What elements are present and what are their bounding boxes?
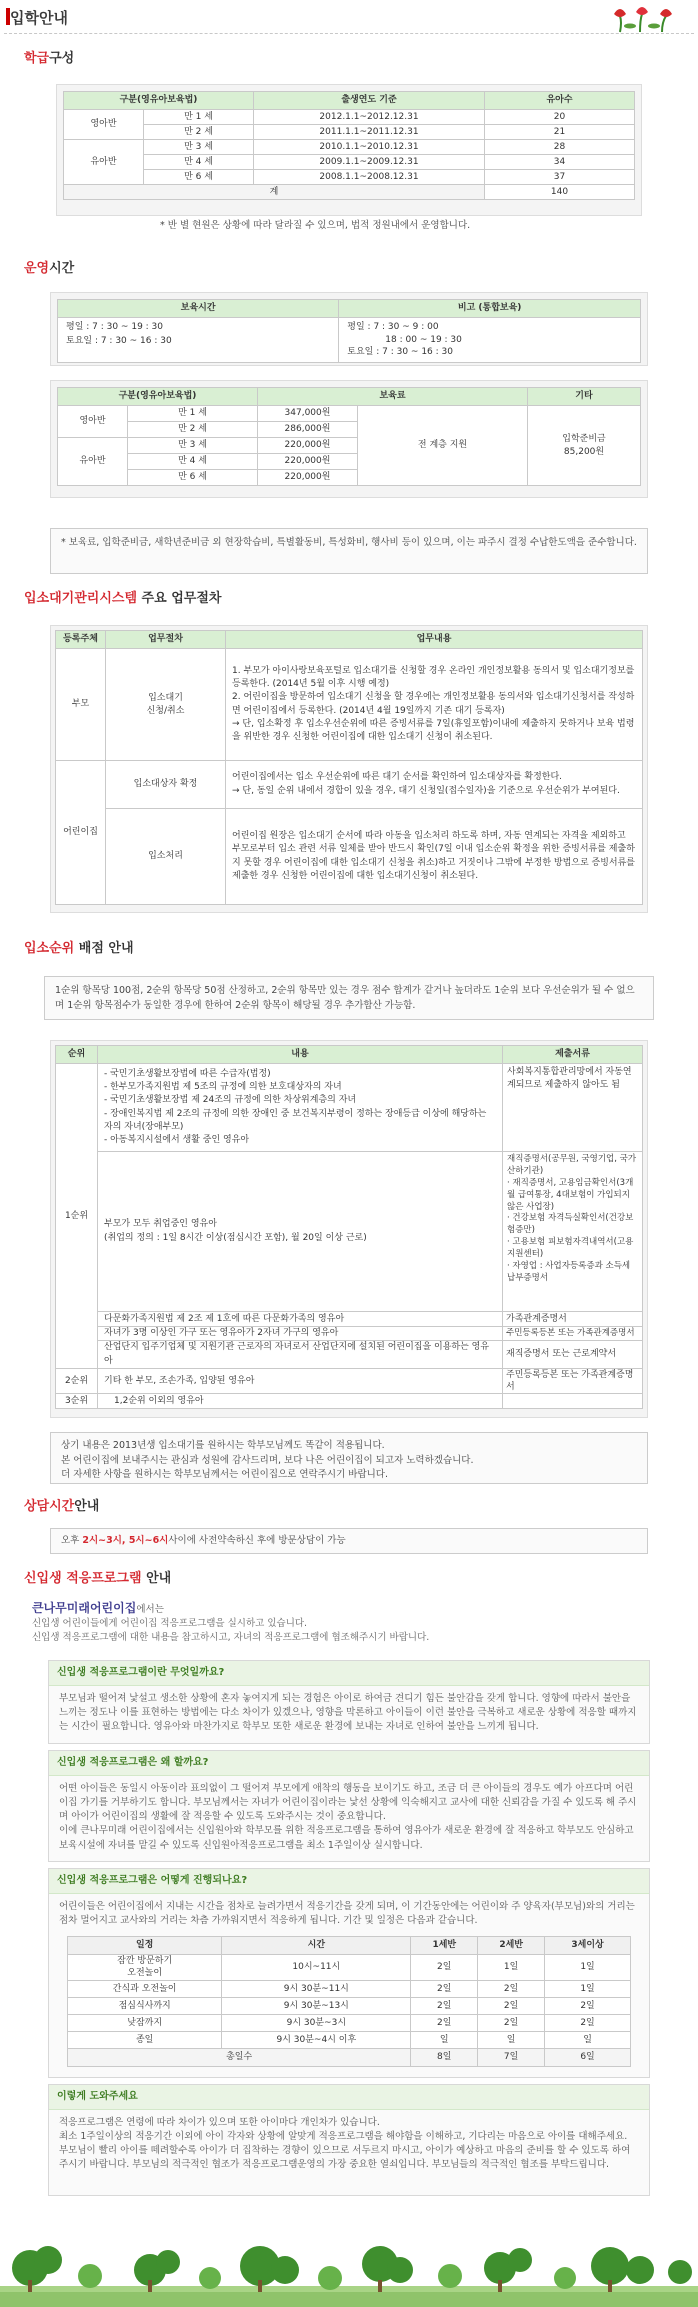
intro-line: 신입생 적응프로그램에 대한 내용을 참고하시고, 자녀의 적응프로그램에 협조해주시기 바랍니다. — [32, 1632, 430, 1644]
schedule-cell: 10시~11시 — [222, 1955, 411, 1981]
schedule-cell: 2일 — [411, 1998, 478, 2015]
class-table-box — [56, 84, 642, 216]
priority-rank: 2순위 — [56, 1369, 98, 1394]
fee-cell: 347,000원 — [258, 406, 358, 422]
schedule-cell: 일 — [478, 2032, 545, 2049]
schedule-cell: 2일 — [478, 1981, 545, 1998]
schedule-header: 일정 — [68, 1937, 222, 1955]
process-table — [55, 630, 643, 905]
hours-saturday: 토요일 : 7 : 30 ~ 16 : 30 — [66, 335, 172, 346]
fee-cell: 286,000원 — [258, 422, 358, 438]
schedule-cell: 2일 — [411, 1955, 478, 1981]
fee-header-etc: 기타 — [528, 388, 641, 406]
class-cell: 2011.1.1~2011.12.31 — [254, 125, 485, 140]
class-cell: 2009.1.1~2009.12.31 — [254, 155, 485, 170]
process-header-who: 등록주체 — [56, 631, 106, 649]
priority-content: 1,2순위 이외의 영유아 — [98, 1394, 503, 1409]
program-q4 — [48, 2084, 650, 2196]
priority-docs: 주민등록등본 또는 가족관계증명서 — [503, 1369, 643, 1394]
priority-content: 다문화가족지원법 제 2조 제 1호에 따른 다문화가족의 영유아 — [98, 1312, 503, 1327]
class-header-count: 유아수 — [485, 92, 635, 110]
priority-docs: 사회복지통합관리망에서 자동연계되므로 제출하지 않아도 됨 — [503, 1064, 643, 1152]
priority-rank: 3순위 — [56, 1394, 98, 1409]
program-q1-body: 부모님과 떨어져 낯설고 생소한 상황에 혼자 놓여지게 되는 경험은 아이로 하여금 견디기 힘든 불안감을 갖게 합니다. 영향에 따라서 불안을 느끼는 정도나 이를 표현하는 방법에는 다소 차이가 있겠으나, 영향을 막론하고 아이들이 이런 불안을 극복하고 새로운 상황에 적응할 때까지는 시간이 필요합니다. 영유아와 마찬가지로 학부모 또한 새로운 환경에 보내는 자녀로 인하여 불안을 느끼게 됩니다. — [59, 1692, 637, 1732]
schedule-header: 2세반 — [478, 1937, 545, 1955]
intro-suffix: 에서는 — [136, 1604, 164, 1615]
fee-group-child: 유아반 — [58, 438, 128, 486]
section-title-system: 입소대기관리시스템 주요 업무절차 — [24, 591, 222, 606]
priority-header-content: 내용 — [98, 1046, 503, 1064]
tulip-flowers-icon — [610, 4, 680, 34]
priority-content: - 국민기초생활보장법에 따른 수급자(법정) - 한부모가족지원법 제 5조의 규정에 의한 보호대상자의 자녀 - 국민기초생활보장법 제 24조의 규정에 의한 차상위계층의 자녀 - 장애인복지법 제 2조의 규정에 의한 장애인 중 보건복지부령이 정하는 장애등급 이상에 해당하는 자의 자녀(장애부모) - 아동복지시설에서 생활 중인 영유아 — [98, 1064, 503, 1152]
hours-table — [57, 299, 641, 363]
process-content: 어린이집에서는 입소 우선순위에 따른 대기 순서를 확인하여 입소대상자를 확정한다. → 단, 동일 순위 내에서 경합이 있을 경우, 대기 신청일(접수일자)을 기준으로 우선순위가 부여된다. — [226, 761, 643, 809]
class-header-birth: 출생연도 기준 — [254, 92, 485, 110]
page-title: 입학안내 — [10, 9, 68, 27]
class-table — [63, 91, 635, 200]
class-cell: 21 — [485, 125, 635, 140]
class-header-type: 구분(영유아보육법) — [64, 92, 254, 110]
fee-cell: 220,000원 — [258, 470, 358, 486]
fee-note-box: * 보육료, 입학준비금, 새학년준비금 외 현장학습비, 특별활동비, 특성화비, 행사비 등이 있으며, 이는 파주시 결정 수납한도액을 준수합니다. — [50, 528, 648, 574]
schedule-cell: 9시 30분~3시 — [222, 2015, 411, 2032]
fee-header-fee: 보육료 — [258, 388, 528, 406]
section-title-program: 신입생 적응프로그램 안내 — [24, 1571, 172, 1586]
schedule-cell: 2일 — [545, 2015, 631, 2032]
process-content: 1. 부모가 아이사랑보육포털로 입소대기를 신청할 경우 온라인 개인정보활용 동의서 및 입소대기정보를 등록한다. (2014년 5월 이후 시행 예정) 2. 어린이집을 방문하여 입소대기 신청을 할 경우에는 개인정보활용 동의서와 입소대기신청서를 작성하면 어린이집에서 등록한다. (2014년 4월 19일까지 기존 대기 등록자) → 단, 입소확정 후 입소우선순위에 따른 증빙서류를 7일(휴일포함)이내에 제출하지 못하거나 보육 법령을 위반한 경우 신청한 어린이집에 대한 입소대기 신청이 취소된다. — [226, 649, 643, 761]
fee-table — [57, 387, 641, 486]
program-q4-title: 이렇게 도와주세요 — [49, 2085, 649, 2110]
program-q2-title: 신입생 적응프로그램은 왜 할까요? — [49, 1751, 649, 1776]
process-header-step: 업무절차 — [106, 631, 226, 649]
consult-pre: 오후 — [61, 1535, 83, 1546]
schedule-cell: 2일 — [478, 1998, 545, 2015]
class-cell: 2008.1.1~2008.12.31 — [254, 170, 485, 185]
schedule-total-label: 총일수 — [68, 2049, 411, 2067]
priority-header-rank: 순위 — [56, 1046, 98, 1064]
hours-header-note: 비고 (통합보육) — [339, 300, 641, 318]
class-cell: 만 2 세 — [144, 125, 254, 140]
consult-post: 사이에 사전약속하신 후에 방문상담이 가능 — [168, 1535, 346, 1546]
fee-cell: 220,000원 — [258, 438, 358, 454]
fee-cell: 만 3 세 — [128, 438, 258, 454]
priority-header-docs: 제출서류 — [503, 1046, 643, 1064]
class-total: 140 — [485, 185, 635, 200]
fee-cell: 만 6 세 — [128, 470, 258, 486]
schedule-cell: 2일 — [411, 2015, 478, 2032]
class-cell: 만 6 세 — [144, 170, 254, 185]
consult-box — [50, 1528, 648, 1554]
schedule-cell: 2일 — [478, 2015, 545, 2032]
program-q2-body: 어떤 아이들은 동일시 아동이라 표의없이 그 떨어져 부모에게 애착의 행동을 보이기도 하고, 조금 더 큰 아이들의 경우도 예가 아프다며 어린이집 가기를 거부하기도 합니다. 부모님께서는 자녀가 어린이집이라는 낯선 상황에 익숙해지고 교사에 대한 신뢰감을 가질 수 있도록 해 주시며 아이가 어린이집의 생활에 잘 적응할 수 있도록 도와주시는 것이 중요합니다. 이에 큰나무미래 어린이집에서는 신입원아와 학부모를 위한 적응프로그램을 통하여 영유아가 새로운 환경에 잘 적응하고 학부모도 안심하고 보육시설에 자녀를 맡길 수 있도록 신입원아적응프로그램을 최소 1주일이상 실시합니다. — [59, 1782, 637, 1851]
program-q1-title: 신입생 적응프로그램이란 무엇일까요? — [49, 1661, 649, 1686]
schedule-cell: 1일 — [545, 1981, 631, 1998]
schedule-wrap — [49, 1934, 649, 2069]
schedule-cell: 9시 30분~4시 이후 — [222, 2032, 411, 2049]
section-title-consult: 상담시간안내 — [24, 1499, 100, 1514]
notice-box: 상기 내용은 2013년생 입소대기를 원하시는 학부모님께도 똑같이 적용됩니다. 본 어린이집에 보내주시는 관심과 성원에 감사드리며, 보다 나은 어린이집이 되고자 노력하겠습니다. 더 자세한 사항을 원하시는 학부모님께서는 어린이집으로 연락주시기 바랍니다. — [50, 1432, 648, 1484]
class-group-child: 유아반 — [64, 140, 144, 185]
consult-time: 2시~3시, 5시~6시 — [82, 1535, 169, 1546]
process-who: 어린이집 — [56, 761, 106, 905]
section-title-priority: 입소순위 배점 안내 — [24, 941, 134, 956]
hours-header-care: 보육시간 — [58, 300, 339, 318]
schedule-cell: 2일 — [545, 1998, 631, 2015]
schedule-cell: 9시 30분~11시 — [222, 1981, 411, 1998]
page-header — [4, 0, 694, 34]
priority-content: 산업단지 입주기업체 및 지원기관 근로자의 자녀로서 산업단지에 설치된 어린이집을 이용하는 영유아 — [98, 1341, 503, 1369]
class-cell: 2010.1.1~2010.12.31 — [254, 140, 485, 155]
class-cell: 28 — [485, 140, 635, 155]
section-title-hours: 운영시간 — [24, 261, 75, 276]
hours-note-line: 18 : 00 ~ 19 : 30 — [385, 334, 462, 345]
program-q4-body: 적응프로그램은 연령에 따라 차이가 있으며 또한 아이마다 개인차가 있습니다. 최소 1주일이상의 적응기간 이외에 아이 각자와 상황에 알맞게 적응프로그램을 해야함을 이해하고, 기다리는 마음으로 아이를 대해주세요. 부모님이 빨리 아이를 떼려할수록 아이가 더 집착하는 경향이 있으므로 서두르지 마시고, 아이가 예상하고 마음의 준비를 할 수 있도록 하여 주시기 바랍니다. 부모님의 적극적인 협조가 적응프로그램운영의 가장 중요한 열쇠입니다. 부모님들의 적극적인 협조를 부탁드립니다. — [59, 2116, 631, 2171]
fee-header-type: 구분(영유아보육법) — [58, 388, 258, 406]
class-cell: 만 4 세 — [144, 155, 254, 170]
schedule-cell: 2일 — [411, 1981, 478, 1998]
schedule-total: 8일 — [411, 2049, 478, 2067]
fee-cell: 만 2 세 — [128, 422, 258, 438]
class-cell: 20 — [485, 110, 635, 125]
program-q3 — [48, 1868, 650, 2078]
priority-docs: 재직증명서(공무원, 국영기업, 국가산하기관) · 재직증명서, 고용임금확인서(3개월 급여통장, 4대보험이 가입되지 않은 사업장) · 건강보험 자격득실확인서(건강보험증만) · 고용보험 피보험자격내역서(고용지원센터) · 자영업 : 사업자등록증과 소득세 납부증명서 — [503, 1152, 643, 1312]
schedule-cell: 종일 — [68, 2032, 222, 2049]
priority-content: 자녀가 3명 이상인 가구 또는 영유아가 2자녀 가구의 영유아 — [98, 1327, 503, 1341]
schedule-header: 시간 — [222, 1937, 411, 1955]
schedule-cell: 점심식사까지 — [68, 1998, 222, 2015]
footer-trees-illustration — [0, 2220, 698, 2307]
process-who: 부모 — [56, 649, 106, 761]
class-cell: 2012.1.1~2012.12.31 — [254, 110, 485, 125]
section-title-admission: 학급구성 — [24, 51, 75, 66]
hours-weekday: 평일 : 7 : 30 ~ 19 : 30 — [66, 322, 163, 332]
priority-docs — [503, 1394, 643, 1409]
schedule-cell: 일 — [411, 2032, 478, 2049]
fee-table-box — [50, 380, 648, 498]
priority-content: 부모가 모두 취업중인 영유아 (취업의 정의 : 1일 8시간 이상(점심시간 포함), 월 20일 이상 근로) — [98, 1152, 503, 1312]
fee-cell: 만 4 세 — [128, 454, 258, 470]
schedule-cell: 간식과 오전놀이 — [68, 1981, 222, 1998]
hours-care-cell — [58, 318, 339, 363]
fee-support: 전 계층 지원 — [358, 406, 528, 486]
priority-content: 기타 한 부모, 조손가족, 입양된 영유아 — [98, 1369, 503, 1394]
fee-cell: 220,000원 — [258, 454, 358, 470]
schedule-cell: 일 — [545, 2032, 631, 2049]
schedule-total: 7일 — [478, 2049, 545, 2067]
schedule-table — [67, 1936, 631, 2067]
class-cell: 34 — [485, 155, 635, 170]
hours-note-line: 평일 : 7 : 30 ~ 9 : 00 — [347, 322, 439, 332]
priority-docs: 가족관계증명서 — [503, 1312, 643, 1327]
process-step: 입소처리 — [106, 809, 226, 905]
hours-note-cell — [339, 318, 641, 363]
schedule-header: 1세반 — [411, 1937, 478, 1955]
process-table-box — [50, 625, 648, 913]
class-note: * 반 별 현원은 상황에 따라 달라질 수 있으며, 법적 정원내에서 운영합니다. — [160, 220, 471, 231]
intro-name: 큰나무미래어린이집 — [32, 1601, 137, 1615]
schedule-cell: 잠깐 방문하기 오전놀이 — [68, 1955, 222, 1981]
class-cell: 만 3 세 — [144, 140, 254, 155]
schedule-cell: 1일 — [478, 1955, 545, 1981]
process-content: 어린이집 원장은 입소대기 순서에 따라 아동을 입소처리 하도록 하며, 자동 연계되는 자격을 제외하고 부모로부터 입소 관련 서류 일체를 받아 반드시 확인(7일 이내 입소순위 확정을 위한 증빙서류를 제출하지 못할 경우 어린이집에 대한 입소대기 신청을 취소)하고 거짓이나 그밖에 부정한 방법으로 증빙서류를 제출한 경우 신청한 어린이집에 대한 입소대기신청이 취소된다. — [226, 809, 643, 905]
intro-line: 신입생 어린이들에게 어린이집 적응프로그램을 실시하고 있습니다. — [32, 1617, 308, 1629]
schedule-cell: 9시 30분~13시 — [222, 1998, 411, 2015]
fee-cell: 만 1 세 — [128, 406, 258, 422]
program-q3-body: 어린이들은 어린이집에서 지내는 시간을 점차로 늘려가면서 적응기간을 갖게 되며, 이 기간동안에는 어린이와 주 양육자(부모님)와의 거리는 점차 멀어지고 교사와의 거리는 차츰 가까워지면서 적응하게 됩니다. 기간 및 일정은 다음과 같습니다. — [59, 1900, 635, 1926]
process-step: 입소대기 신청/취소 — [106, 649, 226, 761]
schedule-header: 3세이상 — [545, 1937, 631, 1955]
priority-note-box: 1순위 항목당 100점, 2순위 항목당 50점 산정하고, 2순위 항목만 있는 경우 점수 합계가 같거나 높더라도 1순위 보다 우선순위가 될 수 없으며 1순위 항목점수가 동일한 경우에 한하여 2순위 항목이 해당될 경우 추가합산 가능함. — [44, 976, 654, 1020]
schedule-cell: 1일 — [545, 1955, 631, 1981]
program-q2 — [48, 1750, 650, 1862]
class-total-label: 계 — [64, 185, 485, 200]
process-header-content: 업무내용 — [226, 631, 643, 649]
class-cell: 37 — [485, 170, 635, 185]
priority-docs: 재직증명서 또는 근로계약서 — [503, 1341, 643, 1369]
program-intro — [32, 1600, 652, 1645]
schedule-total: 6일 — [545, 2049, 631, 2067]
class-group-infant: 영아반 — [64, 110, 144, 140]
class-cell: 만 1 세 — [144, 110, 254, 125]
priority-table — [55, 1045, 643, 1409]
priority-table-box — [50, 1040, 648, 1418]
fee-etc: 입학준비금 85,200원 — [528, 406, 641, 486]
hours-note-line: 토요일 : 7 : 30 ~ 16 : 30 — [347, 347, 453, 358]
process-step: 입소대상자 확정 — [106, 761, 226, 809]
program-q1 — [48, 1660, 650, 1744]
hours-table-box — [50, 292, 648, 366]
priority-docs: 주민등록등본 또는 가족관계증명서 — [503, 1327, 643, 1341]
fee-group-infant: 영아반 — [58, 406, 128, 438]
schedule-cell: 낮잠까지 — [68, 2015, 222, 2032]
program-q3-title: 신입생 적응프로그램은 어떻게 진행되나요? — [49, 1869, 649, 1894]
priority-rank: 1순위 — [56, 1064, 98, 1369]
